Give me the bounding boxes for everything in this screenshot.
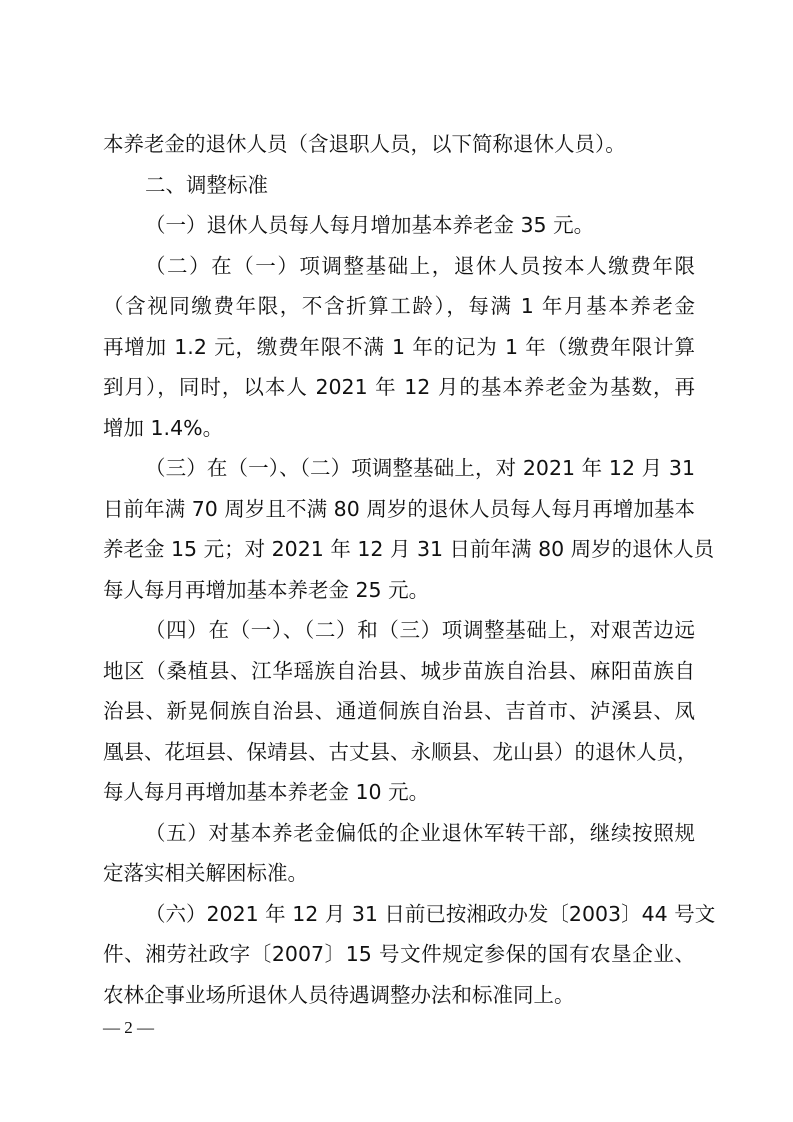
text-line: 日前年满 70 周岁且不满 80 周岁的退休人员每人每月再增加基本 [103,496,695,521]
text-line: 增加 1.4%。 [103,415,224,440]
page-number: — 2 — [103,1018,154,1037]
text-line: 每人每月再增加基本养老金 10 元。 [103,780,430,804]
text-line: （一）退休人员每人每月增加基本养老金 35 元。 [145,213,595,237]
text-line: （四）在（一）、（二）和（三）项调整基础上，对艰苦边远 [145,618,695,642]
text-line: 治县、新晃侗族自治县、通道侗族自治县、吉首市、泸溪县、凤 [103,699,695,723]
section-heading: 二、调整标准 [145,172,268,197]
text-line: 定落实相关解困标准。 [103,861,308,885]
text-line: （五）对基本养老金偏低的企业退休军转干部，继续按照规 [145,820,695,845]
document-body [103,124,716,1015]
text-line: 再增加 1.2 元，缴费年限不满 1 年的记为 1 年（缴费年限计算 [103,334,695,359]
text-line: （三）在（一）、（二）项调整基础上，对 2021 年 12 月 31 [145,456,695,480]
text-line: 每人每月再增加基本养老金 25 元。 [103,577,430,602]
text-line: 地区（桑植县、江华瑶族自治县、城步苗族自治县、麻阳苗族自 [103,658,695,683]
text-line: （六）2021 年 12 月 31 日前已按湘政办发〔2003〕44 号文 [145,901,716,926]
text-line: 件、湘劳社政字〔2007〕15 号文件规定参保的国有农垦企业、 [103,942,695,966]
text-line: 凰县、花垣县、保靖县、古丈县、永顺县、龙山县）的退休人员， [103,739,698,764]
text-line: 本养老金的退休人员（含退职人员，以下简称退休人员）。 [103,132,626,156]
text-line: （含视同缴费年限，不含折算工龄），每满 1 年月基本养老金 [103,294,695,318]
text-line: 养老金 15 元；对 2021 年 12 月 31 日前年满 80 周岁的退休人员 [103,537,715,561]
text-line: 农林企事业场所退休人员待遇调整办法和标准同上。 [103,982,575,1007]
text-line: 到月），同时，以本人 2021 年 12 月的基本养老金为基数，再 [103,375,695,399]
text-line: （二）在（一）项调整基础上，退休人员按本人缴费年限 [145,253,695,278]
